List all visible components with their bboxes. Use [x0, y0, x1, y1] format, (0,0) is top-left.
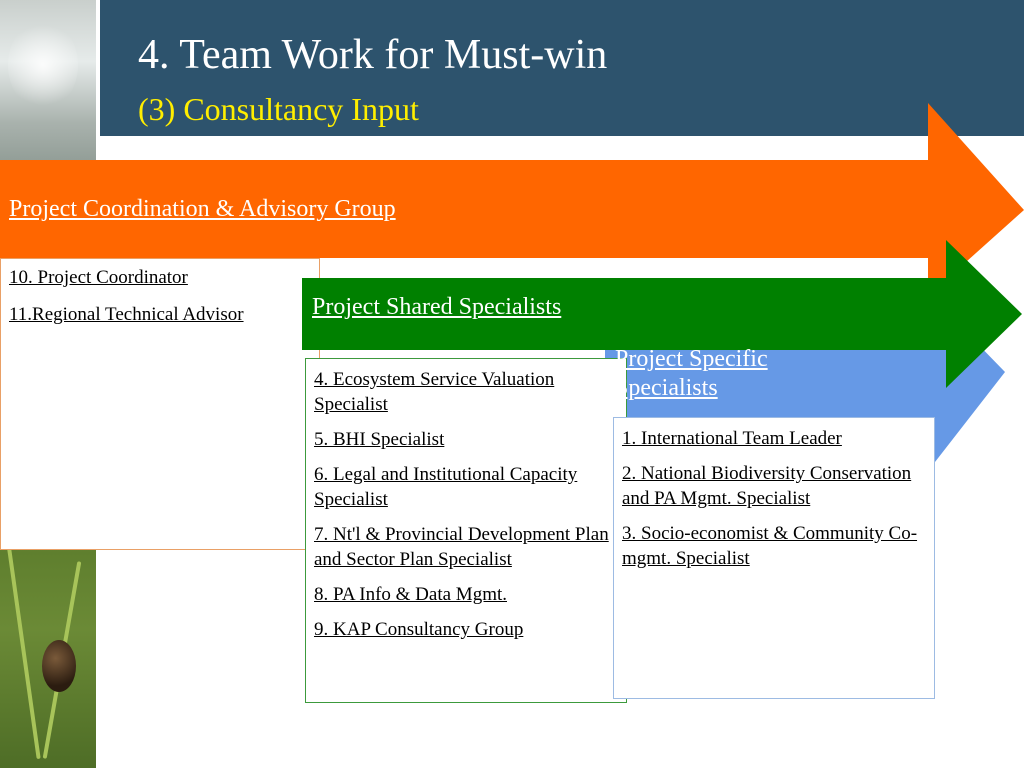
slide-title: 4. Team Work for Must-win — [138, 32, 608, 78]
list-item[interactable]: 2. National Biodiversity Conservation and PA Mgmt. Specialist — [622, 463, 912, 509]
list-item[interactable]: 10. Project Coordinator — [9, 267, 188, 288]
list-item[interactable]: 8. PA Info & Data Mgmt. — [314, 584, 507, 605]
grass-stem — [3, 521, 40, 759]
list-item[interactable]: 9. KAP Consultancy Group — [314, 619, 524, 640]
shared-specialists-list — [305, 358, 627, 703]
coordination-group-label[interactable]: Project Coordination & Advisory Group — [9, 196, 396, 222]
slide-subtitle: (3) Consultancy Input — [138, 91, 419, 127]
list-item[interactable]: 11.Regional Technical Advisor — [9, 304, 244, 325]
list-item[interactable]: 1. International Team Leader — [622, 428, 842, 449]
specific-specialists-label[interactable]: Project Specific Specialists — [615, 346, 768, 401]
list-item[interactable]: 7. Nt'l & Provincial Development Plan and Sector Plan Specialist — [314, 524, 609, 570]
mist-highlight — [8, 20, 78, 110]
coordination-list — [0, 258, 320, 550]
specific-specialists-list — [613, 417, 935, 699]
list-item[interactable]: 3. Socio-economist & Community Co-mgmt. Specialist — [622, 523, 918, 569]
beetle-image — [42, 640, 76, 692]
list-item[interactable]: 4. Ecosystem Service Valuation Specialist — [314, 369, 555, 415]
shared-specialists-label[interactable]: Project Shared Specialists — [312, 294, 562, 320]
list-item[interactable]: 6. Legal and Institutional Capacity Specialist — [314, 464, 578, 510]
list-item[interactable]: 5. BHI Specialist — [314, 429, 445, 450]
